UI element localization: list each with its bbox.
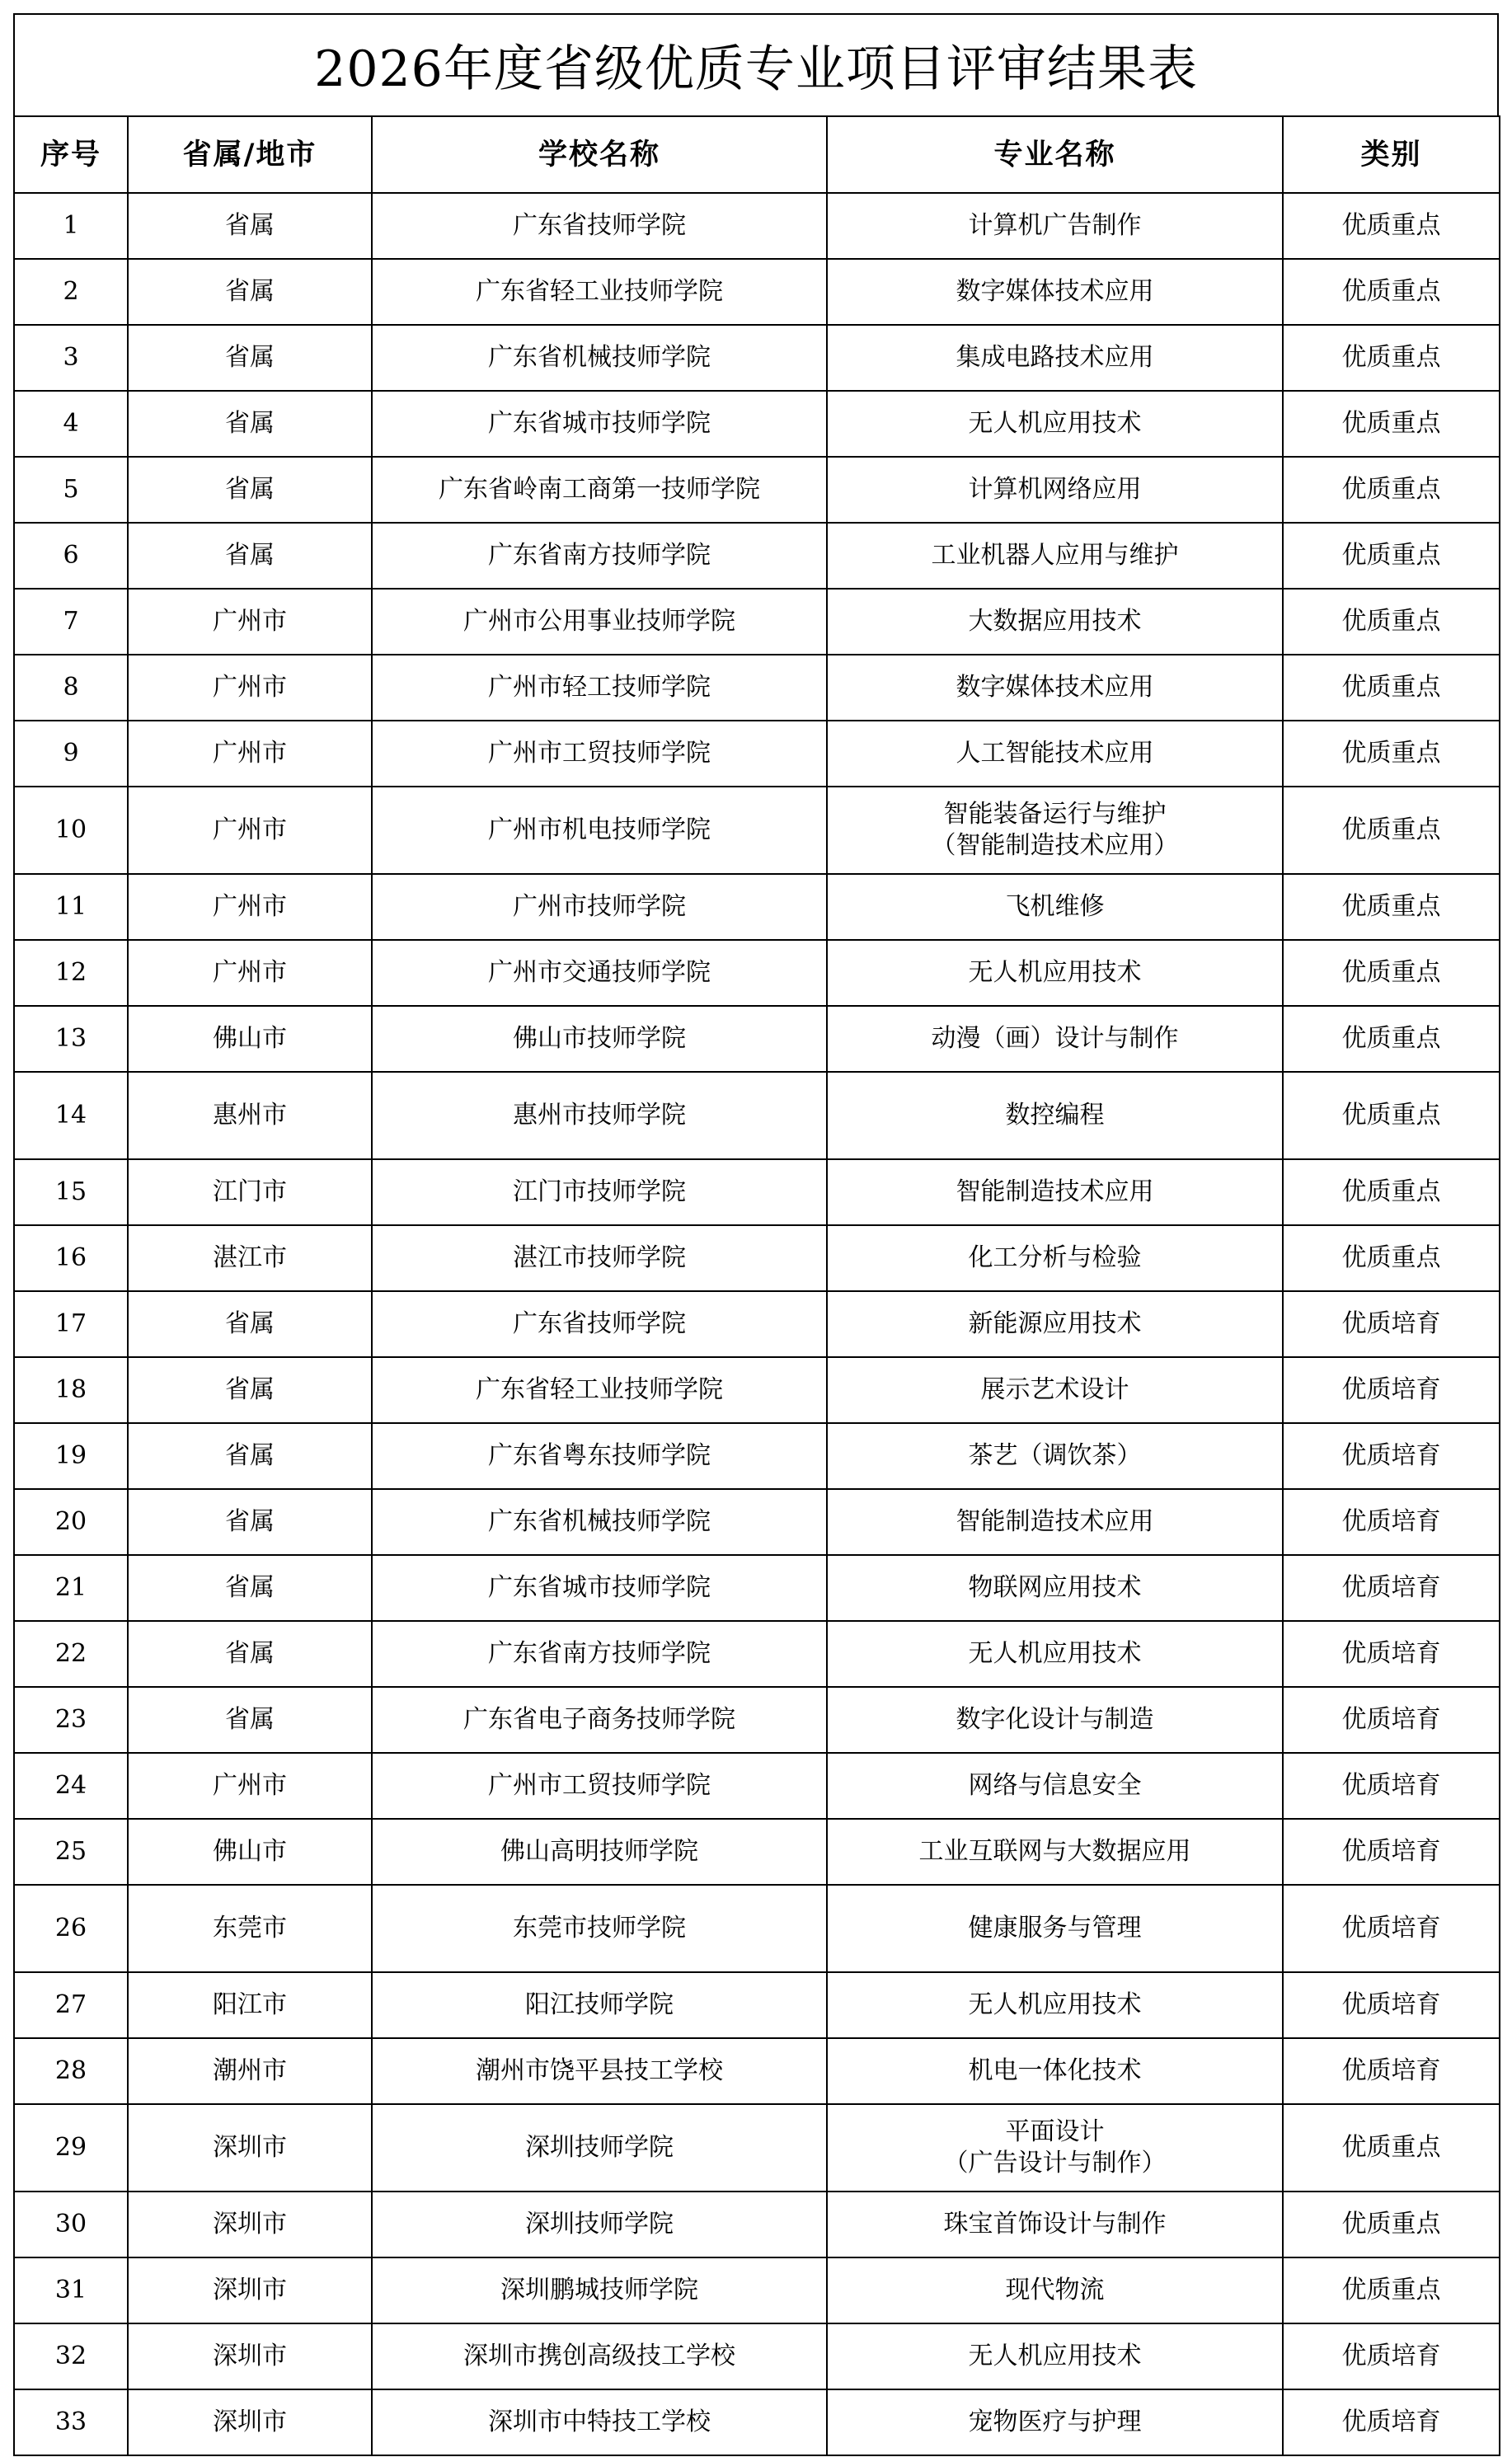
- cell-seq: 33: [14, 2389, 128, 2455]
- cell-school: 广东省电子商务技师学院: [372, 1687, 827, 1753]
- table-row: [14, 1972, 1500, 2038]
- cell-region: 深圳市: [128, 2389, 372, 2455]
- cell-seq: 20: [14, 1489, 128, 1555]
- table-row: [14, 193, 1500, 259]
- cell-category: 优质重点: [1283, 523, 1500, 589]
- cell-major: 珠宝首饰设计与制作: [827, 2192, 1283, 2257]
- cell-category: 优质重点: [1283, 940, 1500, 1006]
- cell-category: 优质培育: [1283, 1885, 1500, 1972]
- cell-category: 优质培育: [1283, 1687, 1500, 1753]
- cell-seq: 26: [14, 1885, 128, 1972]
- cell-region: 阳江市: [128, 1972, 372, 2038]
- cell-region: 广州市: [128, 721, 372, 787]
- cell-region: 省属: [128, 523, 372, 589]
- cell-region: 佛山市: [128, 1819, 372, 1885]
- cell-school: 佛山市技师学院: [372, 1006, 827, 1072]
- cell-major: 展示艺术设计: [827, 1357, 1283, 1423]
- cell-school: 湛江市技师学院: [372, 1225, 827, 1291]
- cell-region: 省属: [128, 457, 372, 523]
- header-major: 专业名称: [827, 116, 1283, 193]
- cell-region: 省属: [128, 1621, 372, 1687]
- cell-seq: 11: [14, 874, 128, 940]
- page-title: 2026年度省级优质专业项目评审结果表: [13, 13, 1499, 115]
- cell-region: 深圳市: [128, 2323, 372, 2389]
- cell-region: 省属: [128, 1423, 372, 1489]
- cell-major: 计算机广告制作: [827, 193, 1283, 259]
- cell-category: 优质重点: [1283, 1072, 1500, 1159]
- cell-region: 东莞市: [128, 1885, 372, 1972]
- cell-school: 深圳市中特技工学校: [372, 2389, 827, 2455]
- cell-region: 广州市: [128, 655, 372, 721]
- cell-major: 健康服务与管理: [827, 1885, 1283, 1972]
- cell-region: 省属: [128, 325, 372, 391]
- cell-major: 无人机应用技术: [827, 1972, 1283, 2038]
- cell-region: 广州市: [128, 787, 372, 874]
- cell-region: 潮州市: [128, 2038, 372, 2104]
- cell-region: 省属: [128, 1291, 372, 1357]
- cell-category: 优质重点: [1283, 2257, 1500, 2323]
- table-row: [14, 1489, 1500, 1555]
- cell-major: 智能装备运行与维护 （智能制造技术应用）: [827, 787, 1283, 874]
- cell-seq: 32: [14, 2323, 128, 2389]
- cell-seq: 7: [14, 589, 128, 655]
- cell-seq: 13: [14, 1006, 128, 1072]
- cell-major: 无人机应用技术: [827, 1621, 1283, 1687]
- table-row: [14, 1819, 1500, 1885]
- cell-seq: 29: [14, 2104, 128, 2192]
- cell-seq: 27: [14, 1972, 128, 2038]
- cell-major: 飞机维修: [827, 874, 1283, 940]
- cell-region: 深圳市: [128, 2192, 372, 2257]
- cell-major: 计算机网络应用: [827, 457, 1283, 523]
- cell-major: 化工分析与检验: [827, 1225, 1283, 1291]
- cell-category: 优质重点: [1283, 391, 1500, 457]
- cell-seq: 25: [14, 1819, 128, 1885]
- cell-school: 广州市工贸技师学院: [372, 721, 827, 787]
- cell-seq: 30: [14, 2192, 128, 2257]
- cell-seq: 21: [14, 1555, 128, 1621]
- cell-category: 优质培育: [1283, 1621, 1500, 1687]
- cell-major: 无人机应用技术: [827, 940, 1283, 1006]
- cell-major: 数控编程: [827, 1072, 1283, 1159]
- table-row: [14, 1621, 1500, 1687]
- cell-seq: 19: [14, 1423, 128, 1489]
- cell-major: 数字媒体技术应用: [827, 259, 1283, 325]
- cell-region: 省属: [128, 193, 372, 259]
- table-row: [14, 2192, 1500, 2257]
- table-row: [14, 1885, 1500, 1972]
- cell-seq: 6: [14, 523, 128, 589]
- cell-seq: 14: [14, 1072, 128, 1159]
- cell-category: 优质培育: [1283, 1291, 1500, 1357]
- cell-major: 平面设计 （广告设计与制作）: [827, 2104, 1283, 2192]
- table-row: [14, 655, 1500, 721]
- cell-region: 省属: [128, 259, 372, 325]
- cell-seq: 12: [14, 940, 128, 1006]
- table-row: [14, 721, 1500, 787]
- cell-school: 惠州市技师学院: [372, 1072, 827, 1159]
- cell-major: 工业机器人应用与维护: [827, 523, 1283, 589]
- cell-major: 智能制造技术应用: [827, 1159, 1283, 1225]
- cell-school: 广东省南方技师学院: [372, 523, 827, 589]
- cell-region: 省属: [128, 391, 372, 457]
- cell-category: 优质培育: [1283, 1972, 1500, 2038]
- table-row: [14, 1687, 1500, 1753]
- cell-major: 工业互联网与大数据应用: [827, 1819, 1283, 1885]
- cell-seq: 17: [14, 1291, 128, 1357]
- cell-school: 广东省轻工业技师学院: [372, 259, 827, 325]
- cell-category: 优质重点: [1283, 457, 1500, 523]
- cell-category: 优质培育: [1283, 2323, 1500, 2389]
- cell-major: 茶艺（调饮茶）: [827, 1423, 1283, 1489]
- cell-region: 江门市: [128, 1159, 372, 1225]
- cell-category: 优质培育: [1283, 1753, 1500, 1819]
- cell-category: 优质重点: [1283, 325, 1500, 391]
- header-category: 类别: [1283, 116, 1500, 193]
- cell-major: 机电一体化技术: [827, 2038, 1283, 2104]
- cell-region: 深圳市: [128, 2104, 372, 2192]
- cell-seq: 2: [14, 259, 128, 325]
- table-row: [14, 1357, 1500, 1423]
- cell-school: 广东省轻工业技师学院: [372, 1357, 827, 1423]
- cell-region: 省属: [128, 1687, 372, 1753]
- cell-major: 大数据应用技术: [827, 589, 1283, 655]
- header-seq: 序号: [14, 116, 128, 193]
- cell-school: 广东省机械技师学院: [372, 1489, 827, 1555]
- cell-category: 优质重点: [1283, 721, 1500, 787]
- table-header-row: [14, 116, 1500, 193]
- cell-school: 广东省城市技师学院: [372, 1555, 827, 1621]
- cell-school: 广东省城市技师学院: [372, 391, 827, 457]
- cell-category: 优质培育: [1283, 1423, 1500, 1489]
- cell-seq: 22: [14, 1621, 128, 1687]
- table-row: [14, 787, 1500, 874]
- cell-category: 优质培育: [1283, 1489, 1500, 1555]
- table-row: [14, 940, 1500, 1006]
- cell-seq: 3: [14, 325, 128, 391]
- cell-seq: 23: [14, 1687, 128, 1753]
- cell-major: 物联网应用技术: [827, 1555, 1283, 1621]
- cell-region: 广州市: [128, 940, 372, 1006]
- cell-major: 无人机应用技术: [827, 391, 1283, 457]
- cell-school: 深圳技师学院: [372, 2192, 827, 2257]
- cell-major: 网络与信息安全: [827, 1753, 1283, 1819]
- cell-category: 优质重点: [1283, 874, 1500, 940]
- cell-region: 省属: [128, 1357, 372, 1423]
- cell-region: 广州市: [128, 1753, 372, 1819]
- table-row: [14, 2104, 1500, 2192]
- table-row: [14, 457, 1500, 523]
- cell-category: 优质重点: [1283, 1225, 1500, 1291]
- cell-school: 广东省技师学院: [372, 1291, 827, 1357]
- cell-category: 优质培育: [1283, 1555, 1500, 1621]
- table-row: [14, 523, 1500, 589]
- table-row: [14, 1006, 1500, 1072]
- cell-category: 优质重点: [1283, 787, 1500, 874]
- cell-region: 深圳市: [128, 2257, 372, 2323]
- cell-school: 潮州市饶平县技工学校: [372, 2038, 827, 2104]
- cell-seq: 24: [14, 1753, 128, 1819]
- cell-school: 深圳技师学院: [372, 2104, 827, 2192]
- cell-major: 无人机应用技术: [827, 2323, 1283, 2389]
- cell-major: 新能源应用技术: [827, 1291, 1283, 1357]
- cell-category: 优质培育: [1283, 1357, 1500, 1423]
- cell-school: 深圳鹏城技师学院: [372, 2257, 827, 2323]
- cell-school: 广州市轻工技师学院: [372, 655, 827, 721]
- cell-seq: 18: [14, 1357, 128, 1423]
- cell-major: 现代物流: [827, 2257, 1283, 2323]
- cell-school: 广东省技师学院: [372, 193, 827, 259]
- cell-category: 优质培育: [1283, 1819, 1500, 1885]
- results-table: [13, 115, 1500, 2456]
- table-row: [14, 2257, 1500, 2323]
- cell-major: 动漫（画）设计与制作: [827, 1006, 1283, 1072]
- cell-school: 深圳市携创高级技工学校: [372, 2323, 827, 2389]
- cell-category: 优质重点: [1283, 259, 1500, 325]
- cell-school: 广州市机电技师学院: [372, 787, 827, 874]
- cell-school: 阳江技师学院: [372, 1972, 827, 2038]
- cell-region: 惠州市: [128, 1072, 372, 1159]
- cell-region: 广州市: [128, 589, 372, 655]
- table-row: [14, 2038, 1500, 2104]
- cell-seq: 28: [14, 2038, 128, 2104]
- cell-category: 优质重点: [1283, 589, 1500, 655]
- cell-category: 优质重点: [1283, 655, 1500, 721]
- cell-school: 东莞市技师学院: [372, 1885, 827, 1972]
- cell-category: 优质重点: [1283, 1006, 1500, 1072]
- cell-major: 数字媒体技术应用: [827, 655, 1283, 721]
- cell-school: 广州市公用事业技师学院: [372, 589, 827, 655]
- cell-region: 广州市: [128, 874, 372, 940]
- cell-seq: 5: [14, 457, 128, 523]
- cell-school: 广东省岭南工商第一技师学院: [372, 457, 827, 523]
- cell-seq: 8: [14, 655, 128, 721]
- table-row: [14, 589, 1500, 655]
- cell-seq: 16: [14, 1225, 128, 1291]
- cell-major: 智能制造技术应用: [827, 1489, 1283, 1555]
- cell-major: 集成电路技术应用: [827, 325, 1283, 391]
- cell-seq: 9: [14, 721, 128, 787]
- cell-seq: 1: [14, 193, 128, 259]
- cell-school: 广州市交通技师学院: [372, 940, 827, 1006]
- table-row: [14, 325, 1500, 391]
- header-school: 学校名称: [372, 116, 827, 193]
- cell-region: 省属: [128, 1489, 372, 1555]
- cell-category: 优质重点: [1283, 1159, 1500, 1225]
- cell-seq: 10: [14, 787, 128, 874]
- cell-school: 广州市技师学院: [372, 874, 827, 940]
- table-row: [14, 1291, 1500, 1357]
- cell-major: 宠物医疗与护理: [827, 2389, 1283, 2455]
- table-row: [14, 1423, 1500, 1489]
- table-row: [14, 1225, 1500, 1291]
- table-row: [14, 1159, 1500, 1225]
- cell-major: 数字化设计与制造: [827, 1687, 1283, 1753]
- cell-region: 省属: [128, 1555, 372, 1621]
- table-row: [14, 874, 1500, 940]
- cell-school: 广州市工贸技师学院: [372, 1753, 827, 1819]
- cell-seq: 31: [14, 2257, 128, 2323]
- cell-school: 广东省机械技师学院: [372, 325, 827, 391]
- cell-school: 广东省南方技师学院: [372, 1621, 827, 1687]
- table-row: [14, 259, 1500, 325]
- cell-category: 优质重点: [1283, 2104, 1500, 2192]
- header-region: 省属/地市: [128, 116, 372, 193]
- cell-region: 佛山市: [128, 1006, 372, 1072]
- table-row: [14, 1753, 1500, 1819]
- table-row: [14, 2323, 1500, 2389]
- cell-region: 湛江市: [128, 1225, 372, 1291]
- table-row: [14, 1555, 1500, 1621]
- table-row: [14, 391, 1500, 457]
- cell-seq: 4: [14, 391, 128, 457]
- cell-seq: 15: [14, 1159, 128, 1225]
- cell-category: 优质重点: [1283, 193, 1500, 259]
- table-row: [14, 2389, 1500, 2455]
- cell-category: 优质培育: [1283, 2389, 1500, 2455]
- cell-major: 人工智能技术应用: [827, 721, 1283, 787]
- table-row: [14, 1072, 1500, 1159]
- cell-school: 佛山高明技师学院: [372, 1819, 827, 1885]
- cell-school: 广东省粤东技师学院: [372, 1423, 827, 1489]
- cell-category: 优质培育: [1283, 2038, 1500, 2104]
- results-sheet: [13, 13, 1499, 2456]
- cell-category: 优质重点: [1283, 2192, 1500, 2257]
- cell-school: 江门市技师学院: [372, 1159, 827, 1225]
